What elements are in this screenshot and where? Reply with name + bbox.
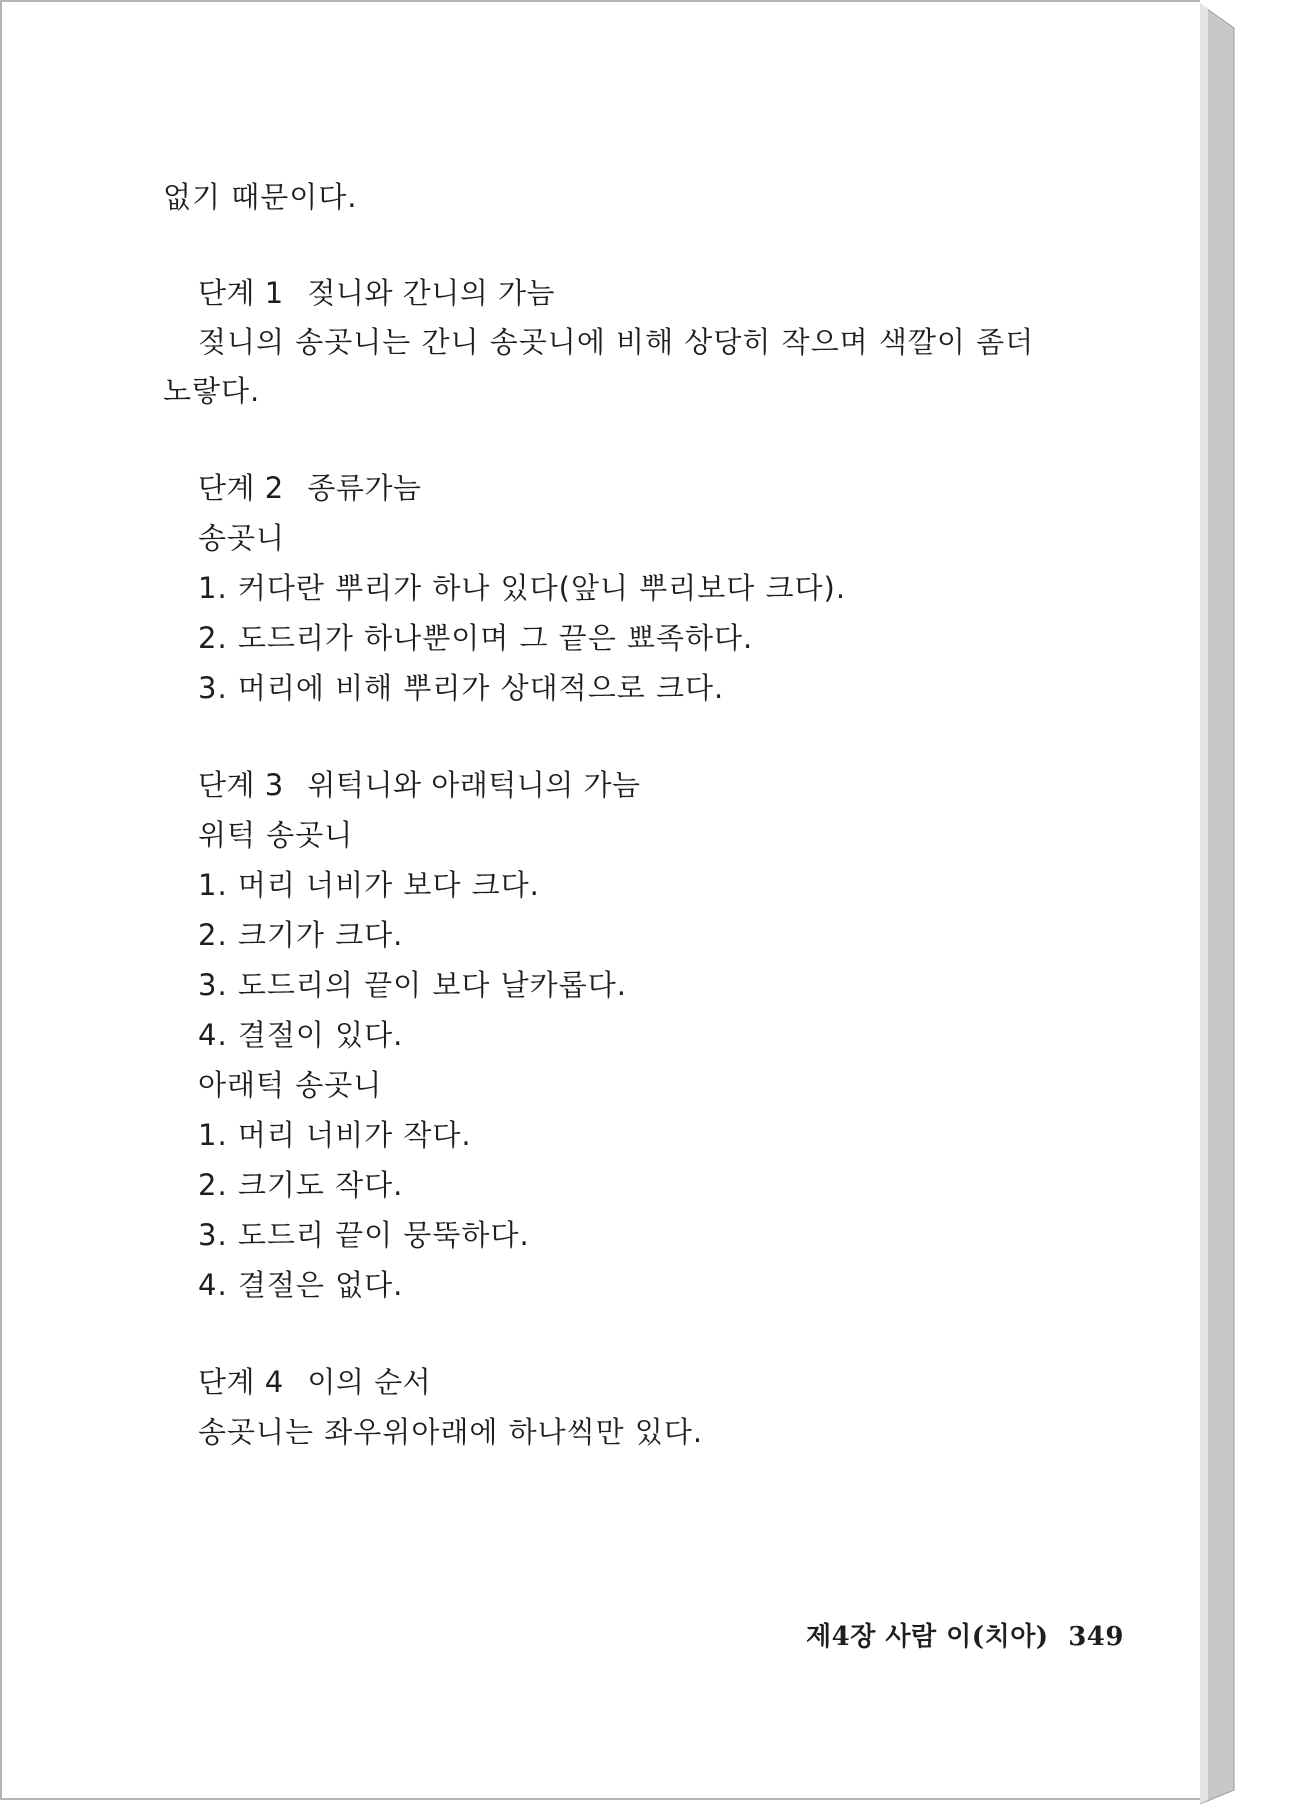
step4-heading bbox=[198, 1357, 431, 1407]
step3-lower-title: 아래턱 송곳니 bbox=[198, 1068, 383, 1102]
step2-title: 종류가늠 bbox=[307, 471, 422, 505]
step3-lower-item: 4. 결절은 없다. bbox=[198, 1268, 404, 1302]
footer-page-number: 349 bbox=[1068, 1622, 1124, 1652]
page-edge-shape bbox=[1200, 0, 1236, 1806]
step2-heading bbox=[198, 463, 421, 513]
continued-text: 없기 때문이다. bbox=[163, 180, 358, 214]
step2-item: 2. 도드리가 하나뿐이며 그 끝은 뾰족하다. bbox=[198, 621, 754, 655]
step3-upper-item: 2. 크기가 크다. bbox=[198, 918, 404, 952]
step3-upper-item: 3. 도드리의 끝이 보다 날카롭다. bbox=[198, 968, 627, 1002]
step4-text: 송곳니는 좌우위아래에 하나씩만 있다. bbox=[198, 1415, 704, 1449]
footer-chapter: 제4장 사람 이(치아) bbox=[806, 1622, 1049, 1652]
step1-text-line2: 노랗다. bbox=[163, 374, 261, 408]
step3-upper-item: 4. 결절이 있다. bbox=[198, 1018, 404, 1052]
step3-lower-item: 1. 머리 너비가 작다. bbox=[198, 1118, 472, 1152]
step1-heading bbox=[198, 268, 555, 318]
step3-upper-item: 1. 머리 너비가 보다 크다. bbox=[198, 868, 540, 902]
step3-number: 3 bbox=[264, 768, 284, 802]
step2-item: 3. 머리에 비해 뿌리가 상대적으로 크다. bbox=[198, 671, 725, 705]
step1-number: 1 bbox=[264, 276, 284, 310]
step2-number: 2 bbox=[264, 471, 284, 505]
page-edge bbox=[1200, 0, 1236, 1806]
step3-lower-item: 3. 도드리 끝이 뭉뚝하다. bbox=[198, 1218, 530, 1252]
step2-subtitle: 송곳니 bbox=[198, 521, 286, 555]
step3-title: 위턱니와 아래턱니의 가늠 bbox=[307, 768, 641, 802]
step1-title: 젖니와 간니의 가늠 bbox=[307, 276, 555, 310]
step2-label: 단계 bbox=[198, 471, 256, 505]
step1-text-line1: 젖니의 송곳니는 간니 송곳니에 비해 상당히 작으며 색깔이 좀더 bbox=[198, 325, 1035, 359]
step3-label: 단계 bbox=[198, 768, 256, 802]
step4-number: 4 bbox=[264, 1365, 284, 1399]
step3-upper-title: 위턱 송곳니 bbox=[198, 818, 354, 852]
step1-label: 단계 bbox=[198, 276, 256, 310]
step3-heading bbox=[198, 760, 641, 810]
step3-lower-item: 2. 크기도 작다. bbox=[198, 1168, 404, 1202]
step4-title: 이의 순서 bbox=[307, 1365, 432, 1399]
step2-item: 1. 커다란 뿌리가 하나 있다(앞니 뿌리보다 크다). bbox=[198, 571, 847, 605]
step4-label: 단계 bbox=[198, 1365, 256, 1399]
page-footer bbox=[806, 1612, 1124, 1662]
